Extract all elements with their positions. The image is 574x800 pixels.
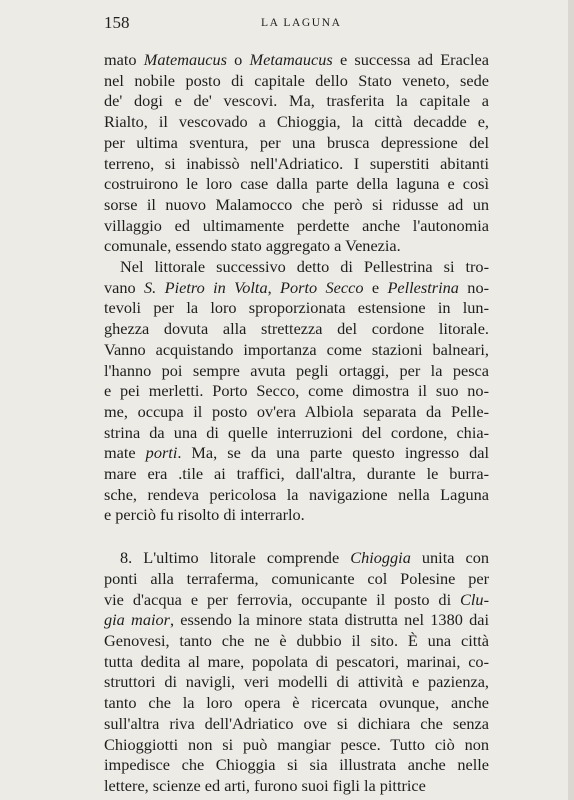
text-line [104,319,489,340]
text-run: Rialto, il vescovado a Chioggia, la città decadde e, [104,112,489,132]
text-run: de' dogi e de' vescovi. Ma, trasferita la capitale a [104,91,489,111]
text-run: 8. L'ultimo litorale comprende [120,548,351,568]
text-run: impedisce che Chioggia si sia illustrata anche nelle [104,755,489,775]
text-line [104,298,489,319]
text-run: Vanno acquistando importanza come stazioni balneari, [104,339,489,359]
text-line [104,71,489,92]
text-run: ponti alla terraferma, comunicante col Polesine per [104,568,489,588]
text-line [104,464,489,485]
page-header [104,13,488,35]
text-line [104,672,489,693]
italic-run: S. Pietro in Volta [144,277,268,297]
text-line [104,133,489,154]
italic-run: Clu- [460,589,489,609]
text-run: Chioggiotti non si può mangiar pesce. Tutto ciò non [104,734,489,754]
paragraph-chioggia [104,548,489,796]
text-line [104,340,489,361]
italic-run: Pellestrina [387,277,459,297]
text-line [104,112,489,133]
text-run: , [267,277,281,297]
paragraph-malamocco [104,50,489,257]
text-line [104,361,489,382]
text-run: per ultima sventura, per una brusca depressione del [104,132,489,152]
text-run: comunale, essendo stato aggregato a Venezia. [104,236,401,256]
text-run: unita con [410,548,490,568]
text-run: Nel littorale successivo detto di Pellestrina si tro- [120,257,489,277]
text-line [104,485,489,506]
text-run: terreno, si inabissò nell'Adriatico. I superstiti abitanti [104,153,489,173]
text-run: villaggio ed ultimamente perdette anche l'autonomia [104,215,489,235]
text-line [104,505,489,526]
text-line [104,776,489,797]
text-run: e successa ad Eraclea [332,50,490,69]
text-line [104,195,489,216]
text-line [104,257,489,278]
text-line [104,236,489,257]
text-run: . Ma, se da una parte questo ingresso dal [177,443,490,463]
text-line [104,423,489,444]
italic-run: Metamaucus [249,50,333,69]
text-line [104,278,489,299]
text-line [104,610,489,631]
text-run: tevoli per la loro sproporzionata estensione in lun- [104,298,489,318]
italic-run: Matemaucus [143,50,227,69]
text-run: vie d'acqua e per ferrovia, occupante il posto di [104,589,461,609]
text-line [104,154,489,175]
section-gap [104,526,489,548]
text-run: nel nobile posto di capitale dello Stato veneto, sede [104,70,489,90]
text-run: sull'altra riva dell'Adriatico ove si dichiara che senza [104,713,489,733]
paragraph-pellestrina [104,257,489,526]
text-line [104,402,489,423]
text-line [104,735,489,756]
text-run: mare era .tile ai traffici, dall'altra, durante le burra- [104,464,489,484]
text-run: e [363,277,388,297]
text-run: sorse il nuovo Malamocco che però si ridusse ad un [104,194,489,214]
text-line [104,443,489,464]
text-run: lettere, scienze ed arti, furono suoi figli la pittrice [104,775,426,795]
italic-run: Porto Secco [280,277,364,297]
text-run: tutta dedita al mare, popolata di pescatori, marinai, co- [104,651,489,671]
text-line [104,631,489,652]
text-line [104,91,489,112]
text-run: strina da una di quelle interruzioni del cordone, chia- [104,422,489,442]
text-run: sche, rendeva pericolosa la navigazione nella Laguna [104,484,489,504]
text-run: l'hanno poi sempre avuta pegli ortaggi, per la pesca [104,360,489,380]
text-run: Genovesi, tanto che ne è dubbio il sito. È una città [104,630,489,650]
text-run: costruirono le loro case dalla parte della laguna e così [104,174,489,194]
text-run: mate [104,443,146,463]
text-run: e perciò fu risolto di interrarlo. [104,505,305,525]
text-line [104,50,489,71]
running-head: LA LAGUNA [261,17,342,29]
text-run: vano [104,277,145,297]
text-line [104,693,489,714]
text-run: e pei merletti. Porto Secco, come dimostra il suo no- [104,381,489,401]
text-line [104,381,489,402]
text-run: me, occupa il posto ov'era Albiola separata da Pelle- [104,401,489,421]
text-line [104,590,489,611]
text-line [104,216,489,237]
body-text [104,50,489,797]
text-line [104,652,489,673]
page-number: 158 [104,13,130,32]
italic-run: gia maior [104,610,170,630]
italic-run: Chioggia [350,548,411,568]
text-line [104,548,489,569]
text-line [104,569,489,590]
text-line [104,174,489,195]
text-run: struttori di navigli, veri modelli di attività e pazienza, [104,672,489,692]
text-run: , essendo la minore stata distrutta nel 1380 dai [169,610,489,630]
text-run: tanto che la loro opera è ricercata ovunque, anche [104,693,489,713]
italic-run: porti [145,443,178,463]
text-run: ghezza dovuta alla strettezza del cordone litorale. [104,319,489,339]
text-run: o [226,50,250,69]
text-run: mato [104,50,144,69]
text-run: no- [458,277,490,297]
text-line [104,755,489,776]
text-line [104,714,489,735]
